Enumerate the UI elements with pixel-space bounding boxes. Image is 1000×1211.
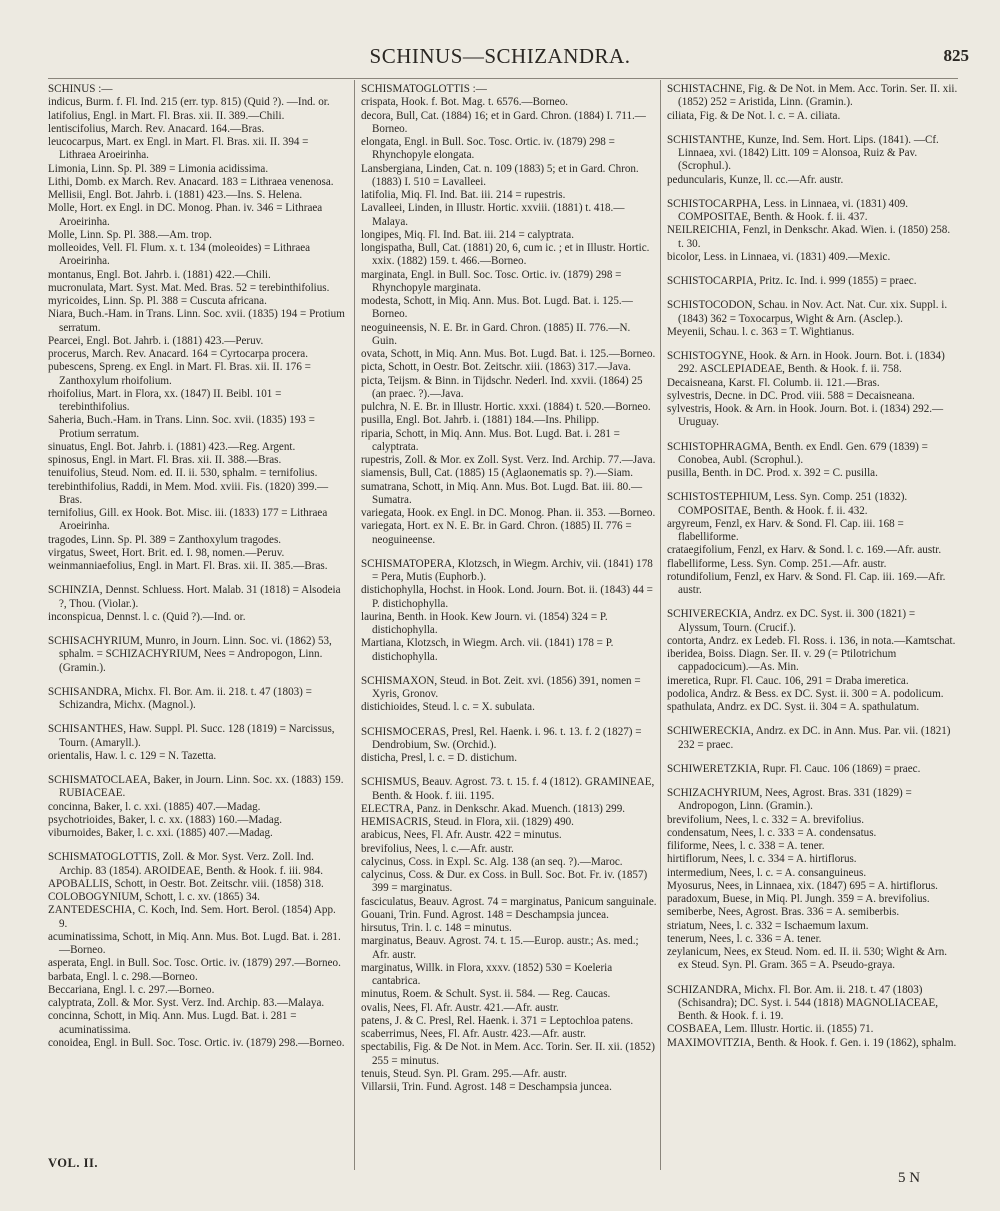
entry-headline: SCHISANTHES, Haw. Suppl. Pl. Succ. 128 (1819) = Narcissus, Tourn. (Amaryll.). [48,723,335,749]
dictionary-entry [667,83,958,123]
entry-line: laurina, Benth. in Hook. Kew Journ. vi. (1854) 324 = P. distichophylla. [361,610,608,636]
entry-headline: SCHISTOCARPHA, Less. in Linnaea, vi. (1831) 409. COMPOSITAE, Benth. & Hook. f. ii. 437. [667,197,909,223]
entry-line: Meyenii, Schau. l. c. 363 = T. Wightianus. [667,325,855,338]
entry-line: rhoifolius, Mart. in Flora, xx. (1847) II. Beibl. 101 = terebinthifolius. [48,387,282,413]
entry-line: pusilla, Benth. in DC. Prod. x. 392 = C. pusilla. [667,467,878,479]
entry-headline: SCHISACHYRIUM, Munro, in Journ. Linn. Soc. vi. (1862) 53, sphalm. = SCHIZACHYRIUM, Nees = Andropogon, Linn. (Gramin.). [48,635,332,674]
entry-line: hirtiflorum, Nees, l. c. 334 = A. hirtiflorus. [667,853,857,866]
entry-line: spinosus, Engl. in Mart. Fl. Bras. xii. II. 388.—Bras. [48,454,282,466]
entry-line: calycinus, Coss. & Dur. ex Coss. in Bull. Soc. Bot. Fr. iv. (1857) 399 = marginatus. [361,869,648,895]
dictionary-entry [48,851,346,1050]
entry-line: Myosurus, Nees, in Linnaea, xix. (1847) 695 = A. hirtiflorus. [667,879,938,892]
entry-line: Decaisneana, Karst. Fl. Columb. ii. 121.—Bras. [667,376,880,389]
entry-line: lentiscifolius, March. Rev. Anacard. 164.—Bras. [48,122,265,135]
header-rule [48,78,958,79]
entry-line: terebinthifolius, Raddi, in Mem. Mod. xviii. Fis. (1820) 399.—Bras. [48,480,329,506]
entry-line: calyptrata, Zoll. & Mor. Syst. Verz. Ind. Archip. 83.—Malaya. [48,997,325,1009]
dictionary-entry [667,134,958,187]
entry-line: Villarsii, Trin. Fund. Agrost. 148 = Deschampsia juncea. [361,1081,612,1093]
dictionary-entry [667,984,958,1050]
entry-line: ELECTRA, Panz. in Denkschr. Akad. Muench. (1813) 299. [361,802,626,815]
dictionary-entry [667,441,958,481]
dictionary-entry [667,608,958,714]
entry-line: ovalis, Nees, Fl. Afr. Austr. 421.—Afr. austr. [361,1001,559,1014]
entry-line: paradoxum, Buese, in Miq. Pl. Jungh. 359 = A. brevifolius. [667,893,930,905]
dictionary-entry [48,584,346,624]
dictionary-entry [48,723,346,763]
entry-headline: SCHISMOCERAS, Presl, Rel. Haenk. i. 96. t. 13. f. 2 (1827) = Dendrobium, Sw. (Orchid.). [361,725,642,751]
entry-line: tenuifolius, Steud. Nom. ed. II. ii. 530, sphalm. = ternifolius. [48,467,318,480]
entry-line: calycinus, Coss. in Expl. Sc. Alg. 138 (an seq. ?).—Maroc. [361,855,623,868]
entry-line: asperata, Engl. in Bull. Soc. Tosc. Ortic. iv. (1879) 297.—Borneo. [48,957,341,970]
signature-mark: 5 N [898,1170,921,1186]
entry-line: marginatus, Willk. in Flora, xxxv. (1852) 530 = Koeleria cantabrica. [361,961,613,987]
entry-line: mucronulata, Mart. Syst. Mat. Med. Bras. 52 = terebinthifolius. [48,281,330,294]
entry-line: ovata, Schott, in Miq. Ann. Mus. Bot. Lugd. Bat. i. 125.—Borneo. [361,348,656,360]
entry-line: rupestris, Zoll. & Mor. ex Zoll. Syst. Verz. Ind. Archip. 77.—Java. [361,454,656,466]
entry-line: distichioides, Steud. l. c. = X. subulata. [361,701,535,714]
entry-line: longispatha, Bull, Cat. (1881) 20, 6, cum ic. ; et in Illustr. Hortic. xxix. (1882) 159. t. 466.—Borneo. [361,242,650,268]
entry-line: crispata, Hook. f. Bot. Mag. t. 6576.—Borneo. [361,96,569,109]
entry-line: inconspicua, Dennst. l. c. (Quid ?).—Ind. or. [48,610,246,623]
page-title: SCHINUS—SCHIZANDRA. [369,44,631,68]
entry-line: procerus, March. Rev. Anacard. 164 = Cyrtocarpa procera. [48,348,308,360]
dictionary-entry [361,558,658,664]
dictionary-entry [667,198,958,264]
entry-line: peduncularis, Kunze, ll. cc.—Afr. austr. [667,173,844,186]
entry-line: Lithi, Domb. ex March. Rev. Anacard. 183 = Lithraea venenosa. [48,175,334,188]
entry-line: Lansbergiana, Linden, Cat. n. 109 (1883) 5; et in Gard. Chron. (1883) I. 510 = Lavalleei. [361,162,639,188]
column-divider [660,80,661,1170]
dictionary-entry [667,491,958,597]
entry-headline: SCHINUS :— [48,83,113,95]
dictionary-entry [48,83,346,573]
entry-headline: SCHISTOGYNE, Hook. & Arn. in Hook. Journ. Bot. i. (1834) 292. ASCLEPIADEAE, Benth. & Hook. f. ii. 758. [667,350,945,376]
entry-line: siamensis, Bull, Cat. (1885) 15 (Aglaonematis sp. ?).—Siam. [361,467,634,480]
entry-line: marginata, Engl. in Bull. Soc. Tosc. Ortic. iv. (1879) 298 = Rhynchopyle marginata. [361,268,622,294]
entry-headline: SCHIZANDRA, Michx. Fl. Bor. Am. ii. 218. t. 47 (1803) (Schisandra); DC. Syst. i. 544 (1818) MAGNOLIACEAE, Benth. & Hook. f. i. 19. [667,983,939,1022]
entry-line: Lavalleei, Linden, in Illustr. Hortic. xxviii. (1881) t. 418.—Malaya. [361,202,625,228]
entry-line: contorta, Andrz. ex Ledeb. Fl. Ross. i. 136, in nota.—Kamtschat. [667,634,956,647]
text-column-2 [361,83,658,1105]
entry-line: barbata, Engl. l. c. 298.—Borneo. [48,970,198,983]
dictionary-entry [48,635,346,675]
entry-headline: SCHISTOCARPIA, Pritz. Ic. Ind. i. 999 (1855) = praec. [667,275,917,287]
entry-line: crataegifolium, Fenzl, ex Harv. & Sond. l. c. 169.—Afr. austr. [667,544,942,557]
entry-line: psychotrioides, Baker, l. c. xx. (1883) 160.—Madag. [48,813,283,826]
entry-headline: SCHISTOCODON, Schau. in Nov. Act. Nat. Cur. xix. Suppl. i. (1843) 362 = Toxocarpus, Wight & Arn. (Asclep.). [667,299,948,325]
entry-line: decora, Bull, Cat. (1884) 16; et in Gard. Chron. (1884) I. 711.—Borneo. [361,109,646,135]
dictionary-entry [361,776,658,1094]
entry-line: tenerum, Nees, l. c. 336 = A. tener. [667,932,822,945]
entry-headline: SCHIZACHYRIUM, Nees, Agrost. Bras. 331 (1829) = Andropogon, Linn. (Gramin.). [667,787,912,813]
dictionary-entry [48,686,346,713]
entry-line: minutus, Roem. & Schult. Syst. ii. 584. — Reg. Caucas. [361,988,611,1001]
entry-line: distichophylla, Hochst. in Hook. Lond. Journ. Bot. ii. (1843) 44 = P. distichophylla. [361,584,653,610]
entry-line: Niara, Buch.-Ham. in Trans. Linn. Soc. xvii. (1835) 194 = Protium serratum. [48,308,345,334]
page-number: 825 [943,46,969,65]
entry-line: zeylanicum, Nees, ex Steud. Nom. ed. II. ii. 530; Wight & Arn. ex Steud. Syn. Pl. Gram. 365 = A. Pseudo-graya. [667,946,948,972]
entry-line: montanus, Engl. Bot. Jahrb. i. (1881) 422.—Chili. [48,268,271,281]
entry-headline: SCHISTANTHE, Kunze, Ind. Sem. Hort. Lips. (1841). —Cf. Linnaea, xvi. (1842) Litt. 109 = Alonsoa, Ruiz & Pav. (Scrophul.). [667,133,939,173]
dictionary-entry [667,725,958,752]
dictionary-entry [667,275,958,288]
entry-line: variegata, Hort. ex N. E. Br. in Gard. Chron. (1885) II. 776 = neoguineense. [361,520,632,546]
running-header [0,44,1000,74]
dictionary-entry [667,299,958,339]
entry-line: APOBALLIS, Schott, in Oestr. Bot. Zeitschr. viii. (1858) 318. [48,877,324,890]
entry-line: scaberrimus, Nees, Fl. Afr. Austr. 423.—Afr. austr. [361,1028,586,1040]
entry-headline: SCHINZIA, Dennst. Schluess. Hort. Malab. 31 (1818) = Alsodeia ?, Thou. (Violar.). [48,584,341,610]
entry-line: latifolius, Engl. in Mart. Fl. Bras. xii. II. 389.—Chili. [48,109,285,122]
entry-line: latifolia, Miq. Fl. Ind. Bat. iii. 214 = rupestris. [361,189,566,201]
entry-line: Molle, Hort. ex Engl. in DC. Monog. Phan. iv. 346 = Lithraea Aroeirinha. [48,202,323,228]
dictionary-entry [667,787,958,973]
dictionary-entry [48,774,346,840]
entry-line: MAXIMOVITZIA, Benth. & Hook. f. Gen. i. 19 (1862), sphalm. [667,1036,957,1049]
dictionary-entry [667,763,958,776]
entry-line: Gouani, Trin. Fund. Agrost. 148 = Deschampsia juncea. [361,908,609,921]
entry-line: elongata, Engl. in Bull. Soc. Tosc. Ortic. iv. (1879) 298 = Rhynchopyle elongata. [361,136,615,162]
entry-line: molleoides, Vell. Fl. Flum. x. t. 134 (moleoides) = Lithraea Aroeirinha. [48,242,311,268]
entry-line: Saheria, Buch.-Ham. in Trans. Linn. Soc. xvii. (1835) 193 = Protium serratum. [48,414,315,440]
entry-line: tenuis, Steud. Syn. Pl. Gram. 295.—Afr. austr. [361,1067,567,1080]
entry-line: iberidea, Boiss. Diagn. Ser. II. v. 29 (= Ptilotrichum cappadocicum).—As. Min. [667,648,897,674]
entry-headline: SCHIWERETZKIA, Rupr. Fl. Cauc. 106 (1869) = praec. [667,762,921,775]
entry-line: Pearcei, Engl. Bot. Jahrb. i. (1881) 423.—Peruv. [48,334,264,347]
entry-line: weinmanniaefolius, Engl. in Mart. Fl. Bras. xii. II. 385.—Bras. [48,560,328,572]
entry-line: variegata, Hook. ex Engl. in DC. Monog. Phan. ii. 353. —Borneo. [361,507,656,519]
entry-line: brevifolium, Nees, l. c. 332 = A. brevifolius. [667,813,864,826]
entry-line: conoidea, Engl. in Bull. Soc. Tosc. Ortic. iv. (1879) 298.—Borneo. [48,1036,345,1049]
entry-line: NEILREICHIA, Fenzl, in Denkschr. Akad. Wien. i. (1850) 258. t. 30. [667,224,951,250]
entry-line: Martiana, Klotzsch, in Wiegm. Arch. vii. (1841) 178 = P. distichophylla. [361,637,614,663]
entry-line: Beccariana, Engl. l. c. 297.—Borneo. [48,983,215,996]
entry-line: rotundifolium, Fenzl, ex Harv. & Sond. Fl. Cap. iii. 169.—Afr. austr. [667,570,946,596]
entry-line: Limonia, Linn. Sp. Pl. 389 = Limonia acidissima. [48,162,269,175]
entry-headline: SCHISMATOGLOTTIS :— [361,83,487,95]
entry-headline: SCHISTACHNE, Fig. & De Not. in Mem. Acc. Torin. Ser. II. xii. (1852) 252 = Aristida, Linn. (Gramin.). [667,83,958,109]
entry-line: Mellisii, Engl. Bot. Jahrb. i. (1881) 423.—Ins. S. Helena. [48,189,303,201]
entry-line: condensatum, Nees, l. c. 333 = A. condensatus. [667,826,877,839]
entry-line: picta, Teijsm. & Binn. in Tijdschr. Nederl. Ind. xxvii. (1864) 25 (an praec. ?).—Java. [361,374,643,400]
entry-line: sylvestris, Decne. in DC. Prod. viii. 588 = Decaisneana. [667,389,915,402]
entry-line: imeretica, Rupr. Fl. Cauc. 106, 291 = Draba imeretica. [667,674,909,687]
entry-line: ciliata, Fig. & De Not. l. c. = A. ciliata. [667,109,841,122]
entry-line: striatum, Nees, l. c. 332 = Ischaemum laxum. [667,919,869,932]
entry-line: pubescens, Spreng. ex Engl. in Mart. Fl. Bras. xii. II. 176 = Zanthoxylum rhoifolium. [48,361,311,387]
entry-headline: SCHIVERECKIA, Andrz. ex DC. Syst. ii. 300 (1821) = Alyssum, Tourn. (Crucif.). [667,608,916,634]
entry-line: patens, J. & C. Presl, Rel. Haenk. i. 371 = Leptochloa patens. [361,1014,634,1027]
entry-line: podolica, Andrz. & Bess. ex DC. Syst. ii. 300 = A. podolicum. [667,687,944,700]
entry-headline: SCHISANDRA, Michx. Fl. Bor. Am. ii. 218. t. 47 (1803) = Schizandra, Michx. (Magnol.). [48,685,312,711]
entry-line: riparia, Schott, in Miq. Ann. Mus. Bot. Lugd. Bat. i. 281 = calyptrata. [361,427,620,453]
entry-line: virgatus, Sweet, Hort. Brit. ed. I. 98, nomen.—Peruv. [48,546,285,559]
entry-line: viburnoides, Baker, l. c. xxi. (1885) 407.—Madag. [48,827,273,839]
entry-line: ZANTEDESCHIA, C. Koch, Ind. Sem. Hort. Berol. (1854) App. 9. [48,904,336,930]
dictionary-entry [361,726,658,766]
entry-line: sumatrana, Schott, in Miq. Ann. Mus. Bot. Lugd. Bat. iii. 80.—Sumatra. [361,480,643,506]
entry-line: disticha, Presl, l. c. = D. distichum. [361,752,518,764]
entry-headline: SCHIWERECKIA, Andrz. ex DC. in Ann. Mus. Par. vii. (1821) 232 = praec. [667,725,951,751]
text-column-1 [48,83,346,1061]
entry-line: brevifolius, Nees, l. c.—Afr. austr. [361,842,514,855]
entry-line: argyreum, Fenzl, ex Harv. & Sond. Fl. Cap. iii. 168 = flabelliforme. [667,517,904,543]
entry-line: spathulata, Andrz. ex DC. Syst. ii. 304 = A. spathulatum. [667,701,920,713]
entry-line: concinna, Schott, in Miq. Ann. Mus. Lugd. Bat. i. 281 = acuminatissima. [48,1010,297,1036]
entry-line: concinna, Baker, l. c. xxi. (1885) 407.—Madag. [48,800,261,813]
entry-line: hirsutus, Trin. l. c. 148 = minutus. [361,922,512,934]
entry-line: myricoides, Linn. Sp. Pl. 388 = Cuscuta africana. [48,295,267,307]
entry-line: neoguineensis, N. E. Br. in Gard. Chron. (1885) II. 776.—N. Guin. [361,321,631,347]
entry-line: fasciculatus, Beauv. Agrost. 74 = marginatus, Panicum sanguinale. [361,895,657,908]
entry-line: acuminatissima, Schott, in Miq. Ann. Mus. Bot. Lugd. Bat. i. 281.—Borneo. [48,930,341,956]
entry-line: spectabilis, Fig. & De Not. in Mem. Acc. Torin. Ser. II. xii. (1852) 255 = minutus. [361,1041,655,1067]
dictionary-entry [361,83,658,547]
entry-headline: SCHISMAXON, Steud. in Bot. Zeit. xvi. (1856) 391, nomen = Xyris, Gronov. [361,674,641,700]
entry-line: COSBAEA, Lem. Illustr. Hortic. ii. (1855) 71. [667,1023,874,1036]
text-column-3 [667,83,958,1061]
entry-headline: SCHISTOSTEPHIUM, Less. Syn. Comp. 251 (1832). COMPOSITAE, Benth. & Hook. f. ii. 432. [667,491,908,517]
volume-label: VOL. II. [48,1156,98,1170]
entry-headline: SCHISMATOCLAEA, Baker, in Journ. Linn. Soc. xx. (1883) 159. RUBIACEAE. [48,774,344,800]
entry-line: semiberbe, Nees, Agrost. Bras. 336 = A. semiberbis. [667,906,900,919]
entry-line: leucocarpus, Mart. ex Engl. in Mart. Fl. Bras. xii. II. 394 = Lithraea Aroeirinha. [48,136,309,162]
entry-headline: SCHISMATOGLOTTIS, Zoll. & Mor. Syst. Verz. Zoll. Ind. Archip. 83 (1854). AROIDEAE, Benth. & Hook. f. iii. 984. [48,851,324,877]
entry-line: orientalis, Haw. l. c. 129 = N. Tazetta. [48,749,217,762]
entry-line: picta, Schott, in Oestr. Bot. Zeitschr. xiii. (1863) 317.—Java. [361,361,631,374]
dictionary-entry [667,350,958,430]
entry-line: pusilla, Engl. Bot. Jahrb. i. (1881) 184.—Ins. Philipp. [361,414,600,427]
entry-line: sylvestris, Hook. & Arn. in Hook. Journ. Bot. i. (1834) 292.—Uruguay. [667,403,944,429]
entry-line: intermedium, Nees, l. c. = A. consanguineus. [667,866,867,879]
entry-headline: SCHISMUS, Beauv. Agrost. 73. t. 15. f. 4 (1812). GRAMINEAE, Benth. & Hook. f. iii. 1195. [361,776,655,802]
entry-headline: SCHISTOPHRAGMA, Benth. ex Endl. Gen. 679 (1839) = Conobea, Aubl. (Scrophul.). [667,440,928,466]
entry-line: arabicus, Nees, Fl. Afr. Austr. 422 = minutus. [361,829,562,842]
entry-line: sinuatus, Engl. Bot. Jahrb. i. (1881) 423.—Reg. Argent. [48,440,296,453]
entry-line: marginatus, Beauv. Agrost. 74. t. 15.—Europ. austr.; As. med.; Afr. austr. [361,935,639,961]
entry-line: pulchra, N. E. Br. in Illustr. Hortic. xxxi. (1884) t. 520.—Borneo. [361,401,651,413]
entry-line: flabelliforme, Less. Syn. Comp. 251.—Afr. austr. [667,557,887,570]
entry-line: longipes, Miq. Fl. Ind. Bat. iii. 214 = calyptrata. [361,228,575,241]
entry-line: ternifolius, Gill. ex Hook. Bot. Misc. iii. (1833) 177 = Lithraea Aroeirinha. [48,507,328,533]
entry-line: Molle, Linn. Sp. Pl. 388.—Am. trop. [48,228,212,241]
entry-line: bicolor, Less. in Linnaea, vi. (1831) 409.—Mexic. [667,250,891,263]
entry-line: filiforme, Nees, l. c. 338 = A. tener. [667,840,825,852]
entry-line: tragodes, Linn. Sp. Pl. 389 = Zanthoxylum tragodes. [48,533,282,546]
entry-line: modesta, Schott, in Miq. Ann. Mus. Bot. Lugd. Bat. i. 125.—Borneo. [361,295,633,321]
entry-line: HEMISACRIS, Steud. in Flora, xii. (1829) 490. [361,816,574,828]
column-divider [354,80,355,1170]
entry-headline: SCHISMATOPERA, Klotzsch, in Wiegm. Archiv, vii. (1841) 178 = Pera, Mutis (Euphorb.). [361,557,653,583]
entry-line: COLOBOGYNIUM, Schott, l. c. xv. (1865) 34. [48,891,260,903]
entry-line: indicus, Burm. f. Fl. Ind. 215 (err. typ. 815) (Quid ?). —Ind. or. [48,96,330,109]
dictionary-entry [361,675,658,715]
